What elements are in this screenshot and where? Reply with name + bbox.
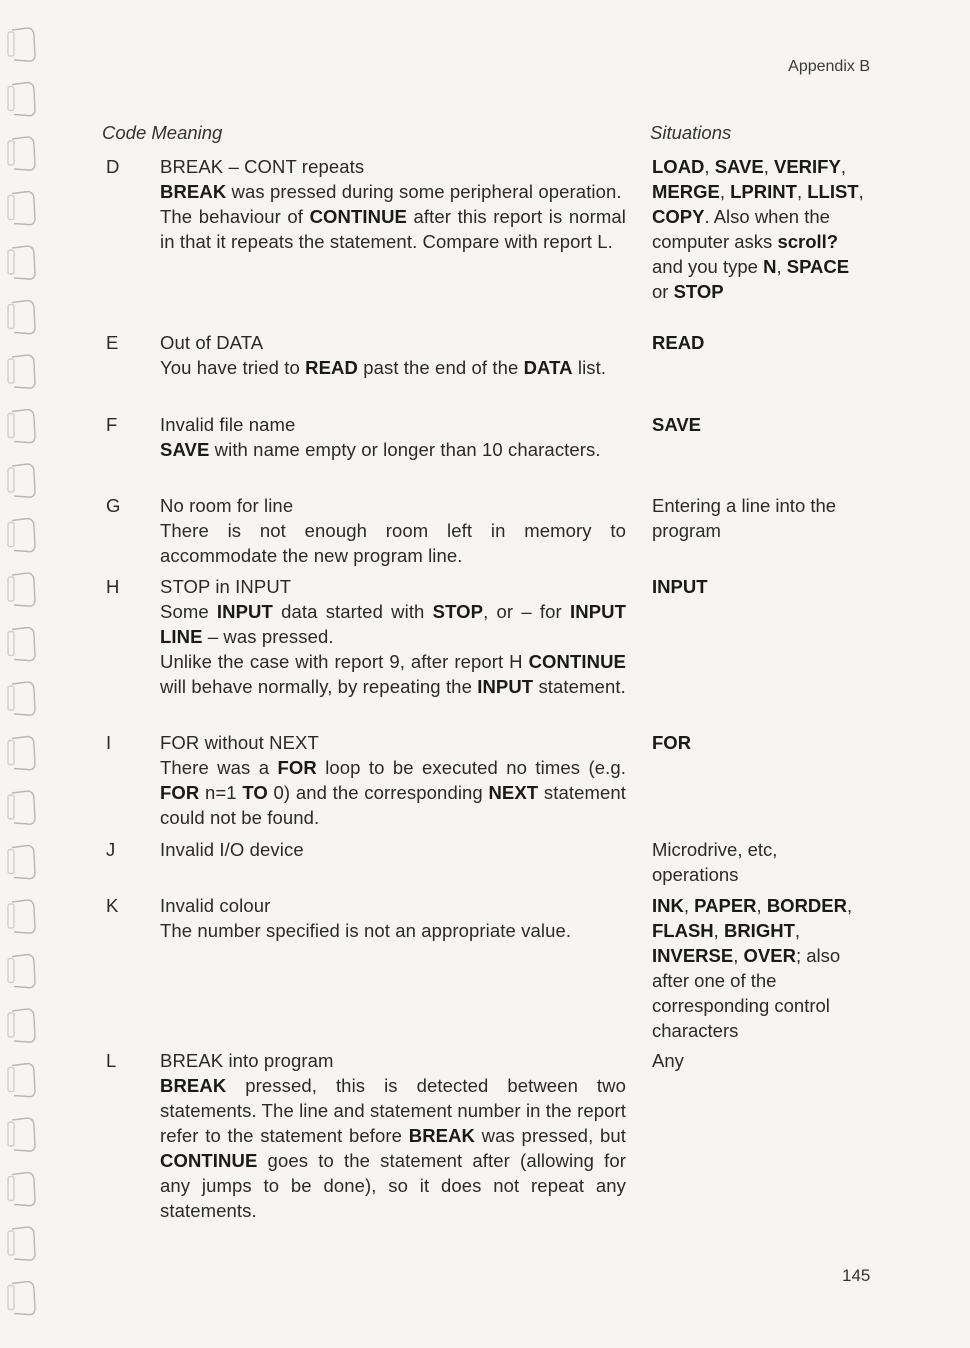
binding-ring [12, 1227, 35, 1260]
error-meaning [160, 1048, 626, 1223]
error-situation: LOAD, SAVE, VERIFY, MERGE, LPRINT, LLIST, COPY. Also when the computer asks scroll? and you type N, SPACE or STOP [652, 156, 864, 302]
error-meaning [160, 730, 626, 830]
keyword: READ [305, 357, 358, 378]
error-meaning [160, 330, 626, 380]
binding-hole [8, 414, 14, 438]
keyword: FLASH [652, 920, 714, 941]
error-title: No room for line [160, 495, 294, 516]
keyword: INPUT [652, 576, 708, 597]
binding-hole [8, 523, 14, 547]
error-description: Unlike the case with report 9, after report H CONTINUE will behave normally, by repeating the INPUT statement. [160, 651, 626, 697]
error-meaning [160, 412, 626, 462]
keyword: VERIFY [774, 156, 841, 177]
error-meaning [160, 574, 626, 699]
binding-hole [8, 577, 14, 601]
binding-hole [8, 359, 14, 383]
error-code: L [106, 1050, 117, 1071]
keyword: LPRINT [730, 181, 797, 202]
error-situation: INK, PAPER, BORDER, FLASH, BRIGHT, INVERSE, OVER; also after one of the corresponding control characters [652, 895, 853, 1041]
binding-ring [12, 355, 35, 388]
error-situation: Entering a line into the program [652, 495, 837, 541]
error-situation: Any [652, 1050, 684, 1071]
binding-ring [12, 628, 35, 661]
error-description: There was a FOR loop to be executed no times (e.g. FOR n=1 TO 0) and the corresponding NEXT statement could not be found. [160, 757, 626, 828]
binding-hole [8, 1068, 14, 1092]
binding-hole [8, 250, 14, 274]
spiral-binding [0, 0, 60, 1348]
keyword: STOP [673, 281, 724, 302]
keyword: INPUT LINE [160, 601, 626, 647]
error-title: Invalid colour [160, 895, 271, 916]
binding-hole [8, 795, 14, 819]
keyword: LLIST [807, 181, 859, 202]
keyword: LOAD [652, 156, 705, 177]
error-description: BREAK was pressed during some peripheral operation. [160, 181, 622, 202]
error-code: H [106, 576, 120, 597]
error-meaning [160, 893, 626, 943]
keyword: INPUT [216, 601, 273, 622]
error-situation: Microdrive, etc, operations [652, 839, 778, 885]
binding-hole [8, 850, 14, 874]
error-meaning [160, 154, 626, 254]
binding-ring [12, 573, 35, 606]
column-header-code-meaning: Code Meaning [102, 122, 223, 143]
keyword: INVERSE [652, 945, 734, 966]
keyword: scroll? [777, 231, 839, 252]
error-description: There is not enough room left in memory to accommodate the new program line. [160, 520, 626, 566]
binding-ring [12, 682, 35, 715]
error-code: E [106, 332, 119, 353]
binding-ring [12, 1009, 35, 1042]
binding-hole [8, 686, 14, 710]
error-code: J [106, 839, 116, 860]
error-description: You have tried to READ past the end of the DATA list. [160, 357, 607, 378]
binding-hole [8, 959, 14, 983]
keyword: BREAK [408, 1125, 476, 1146]
error-title: FOR without NEXT [160, 732, 319, 753]
binding-ring [12, 246, 35, 279]
error-description: SAVE with name empty or longer than 10 characters. [160, 439, 601, 460]
error-description: The behaviour of CONTINUE after this report is normal in that it repeats the statement. Compare with report L. [160, 206, 626, 252]
keyword: SPACE [786, 256, 850, 277]
keyword: OVER [743, 945, 796, 966]
binding-hole [8, 1122, 14, 1146]
keyword: BORDER [766, 895, 847, 916]
error-code: I [106, 732, 112, 753]
keyword: N [763, 256, 777, 277]
error-description: BREAK pressed, this is detected between two statements. The line and statement number in the report refer to the statement before BREAK was pressed, but CONTINUE goes to the statement after (allowing for any jumps to be done), so it does not repeat any statements. [160, 1075, 626, 1221]
binding-hole [8, 196, 14, 220]
binding-ring [12, 900, 35, 933]
binding-ring [12, 410, 35, 443]
binding-hole [8, 1177, 14, 1201]
binding-hole [8, 632, 14, 656]
binding-ring [12, 1118, 35, 1151]
binding-hole [8, 87, 14, 111]
binding-ring [12, 464, 35, 497]
binding-ring [12, 1282, 35, 1315]
binding-ring [12, 301, 35, 334]
keyword: CONTINUE [528, 651, 626, 672]
binding-ring [12, 137, 35, 170]
binding-ring [12, 519, 35, 552]
binding-ring [12, 1064, 35, 1097]
keyword: INPUT [477, 676, 534, 697]
binding-hole [8, 904, 14, 928]
error-code: G [106, 495, 121, 516]
error-code: K [106, 895, 119, 916]
error-title: Invalid I/O device [160, 839, 304, 860]
binding-hole [8, 141, 14, 165]
error-description: The number specified is not an appropriate value. [160, 920, 572, 941]
error-meaning [160, 837, 626, 862]
error-code: F [106, 414, 118, 435]
keyword: COPY [652, 206, 705, 227]
binding-ring [12, 28, 35, 61]
binding-ring [12, 83, 35, 116]
keyword: SAVE [652, 414, 702, 435]
error-code: D [106, 156, 120, 177]
binding-hole [8, 1286, 14, 1310]
binding-ring [12, 737, 35, 770]
error-description: Some INPUT data started with STOP, or – for INPUT LINE – was pressed. [160, 601, 626, 647]
keyword: FOR [652, 732, 692, 753]
binding-hole [8, 468, 14, 492]
keyword: SAVE [160, 439, 210, 460]
binding-ring [12, 846, 35, 879]
binding-ring [12, 192, 35, 225]
keyword: PAPER [694, 895, 757, 916]
error-title: BREAK into program [160, 1050, 334, 1071]
column-header-situations: Situations [650, 122, 732, 143]
error-situation [652, 730, 868, 755]
error-title: Out of DATA [160, 332, 264, 353]
keyword: FOR [277, 757, 317, 778]
binding-ring [12, 955, 35, 988]
keyword: BREAK [160, 1075, 227, 1096]
keyword: CONTINUE [309, 206, 407, 227]
error-situation [652, 412, 868, 437]
keyword: DATA [523, 357, 573, 378]
keyword: INK [652, 895, 684, 916]
binding-hole [8, 1231, 14, 1255]
error-title: Invalid file name [160, 414, 296, 435]
keyword: CONTINUE [160, 1150, 258, 1171]
binding-ring [12, 791, 35, 824]
binding-ring [12, 1173, 35, 1206]
error-title: BREAK – CONT repeats [160, 156, 365, 177]
binding-hole [8, 305, 14, 329]
page-number: 145 [842, 1266, 871, 1285]
error-meaning [160, 493, 626, 568]
error-situation [652, 574, 868, 599]
keyword: BRIGHT [723, 920, 795, 941]
error-situation [652, 330, 868, 355]
binding-hole [8, 1013, 14, 1037]
keyword: STOP [432, 601, 484, 622]
keyword: FOR [160, 782, 200, 803]
keyword: NEXT [488, 782, 539, 803]
keyword: SAVE [714, 156, 764, 177]
keyword: READ [652, 332, 705, 353]
running-header: Appendix B [788, 58, 870, 75]
keyword: MERGE [652, 181, 720, 202]
keyword: BREAK [160, 181, 227, 202]
error-title: STOP in INPUT [160, 576, 292, 597]
binding-hole [8, 741, 14, 765]
keyword: TO [242, 782, 268, 803]
binding-hole [8, 32, 14, 56]
